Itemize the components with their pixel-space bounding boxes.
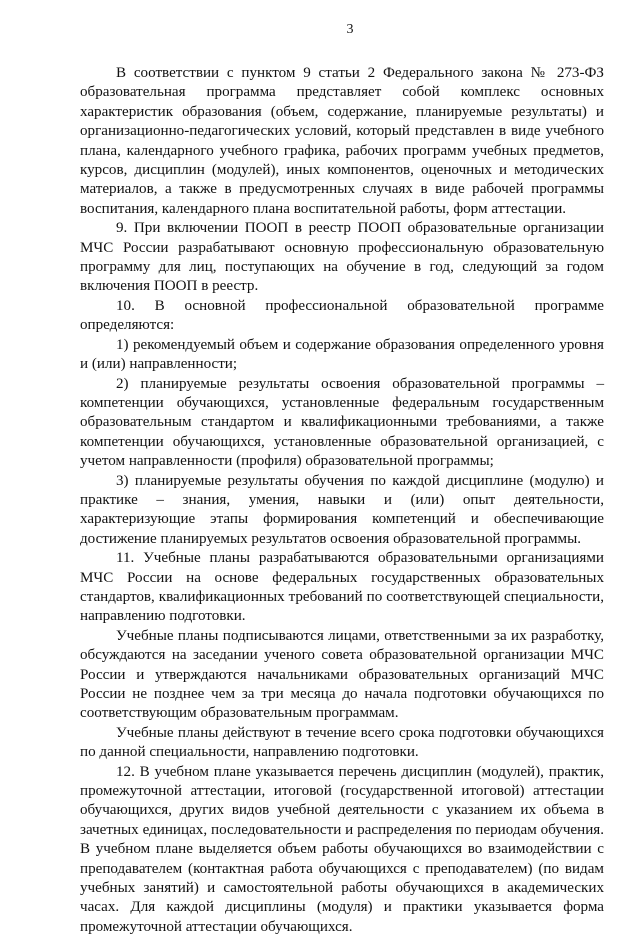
paragraph-11-validity: Учебные планы действуют в течение всего срока подготовки обучающихся по данной специальности, направлению подготовки.	[80, 724, 604, 761]
paragraph-10-item-2: 2) планируемые результаты освоения образовательной программы – компетенции обучающихся, установленные федеральным государственным образовательным стандартом и квалификационными требованиями, а также компетенции обучающихся, установленные образовательной организацией, с учетом направленности (профиля) образовательной программы;	[80, 375, 604, 470]
paragraph-10: 10. В основной профессиональной образовательной программе определяются:	[80, 297, 604, 334]
paragraph-11-signing: Учебные планы подписываются лицами, ответственными за их разработку, обсуждаются на заседании ученого совета образовательной организации МЧС России и утверждаются начальниками образовательных организаций МЧС России не позднее чем за три месяца до начала подготовки обучающихся по соответствующим образовательным программам.	[80, 627, 604, 722]
paragraph-11: 11. Учебные планы разрабатываются образовательными организациями МЧС России на основе федеральных государственных образовательных стандартов, квалификационных требований по соответствующей специальности, направлению подготовки.	[80, 550, 604, 625]
paragraph-program-definition: В соответствии с пунктом 9 статьи 2 Федерального закона № 273-ФЗ образовательная программа представляет собой комплекс основных характеристик образования (объем, содержание, планируемые результаты) и организационно-педагогических условий, который представлен в виде учебного плана, календарного учебного графика, рабочих программ учебных предметов, курсов, дисциплин (модулей), иных компонентов, оценочных и методических материалов, а также в предусмотренных случаях в виде рабочей программы воспитания, календарного плана воспитательной работы, форм аттестации.	[80, 65, 604, 217]
paragraph-10-item-1: 1) рекомендуемый объем и содержание образования определенного уровня и (или) направленности;	[80, 336, 604, 373]
paragraph-10-item-3: 3) планируемые результаты обучения по каждой дисциплине (модулю) и практике – знания, умения, навыки и (или) опыт деятельности, характеризующие этапы формирования компетенций и обеспечивающие достижение планируемых результатов освоения образовательной программы.	[80, 472, 604, 547]
paragraph-9: 9. При включении ПООП в реестр ПООП образовательные организации МЧС России разрабатывают основную профессиональную образовательную программу для лиц, поступающих на обучение в год, следующий за годом включения ПООП в реестр.	[80, 220, 604, 295]
page-number: 3	[346, 22, 354, 37]
paragraph-12: 12. В учебном плане указывается перечень дисциплин (модулей), практик, промежуточной аттестации, итоговой (государственной итоговой) аттестации обучающихся, других видов учебной деятельности с указанием их объема в зачетных единицах, последовательности и распределения по периодам обучения. В учебном плане выделяется объем работы обучающихся во взаимодействии с преподавателем (контактная работа обучающихся с преподавателем) (по видам учебных занятий) и самостоятельной работы обучающихся в академических часах. Для каждой дисциплины (модуля) и практики указывается форма промежуточной аттестации обучающихся.	[80, 763, 604, 935]
